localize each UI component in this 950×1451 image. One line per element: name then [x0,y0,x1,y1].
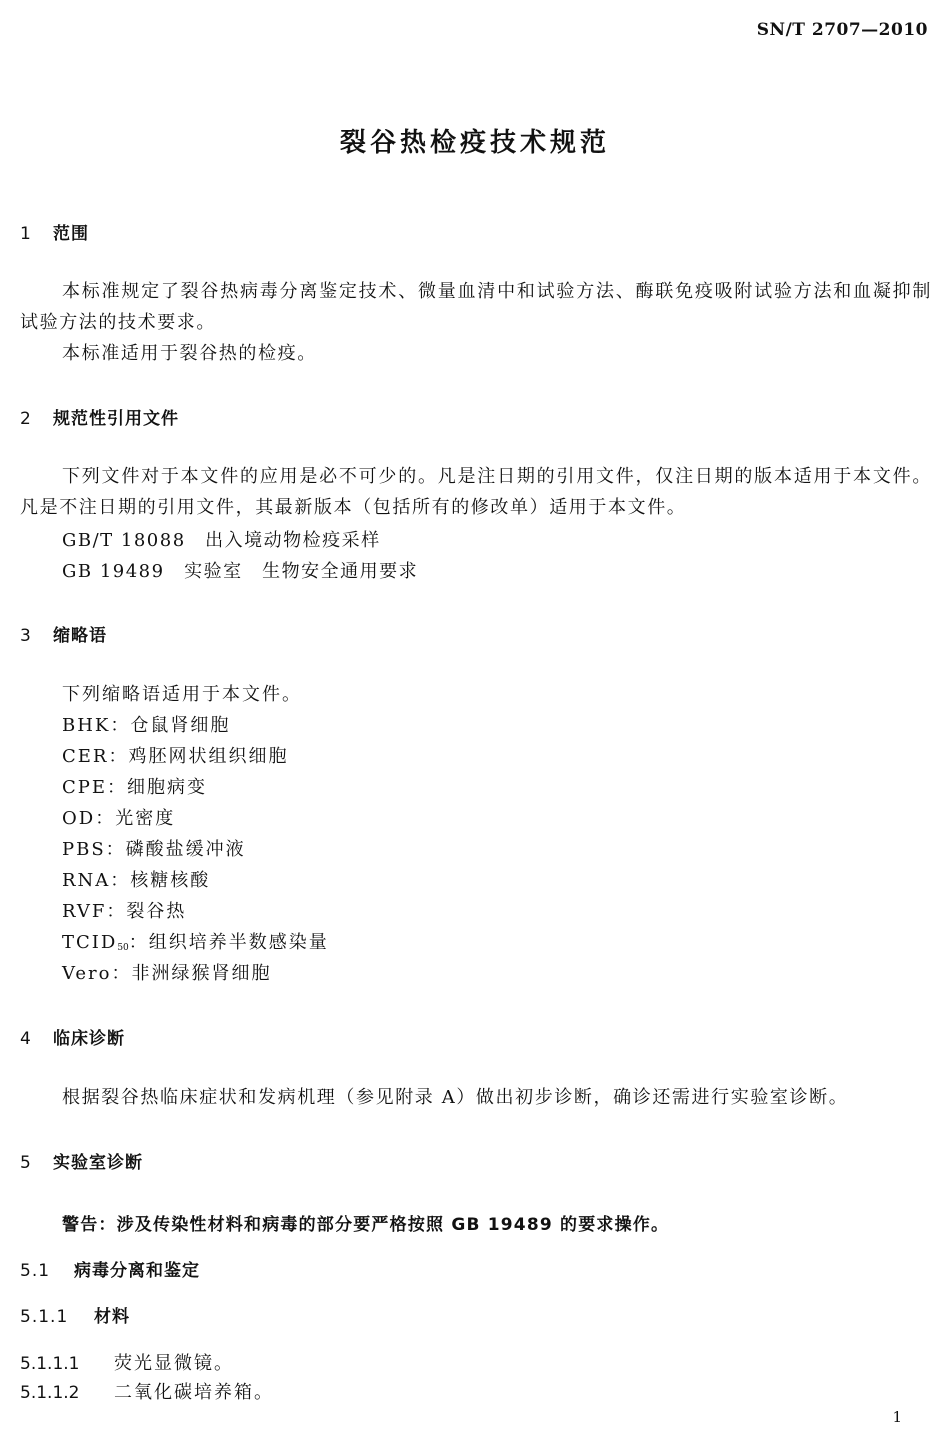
section-number: 5.1 [20,1261,51,1281]
section-number: 3 [20,626,32,646]
abbreviation-item: BHK：仓鼠肾细胞 [62,715,231,736]
section-title: 材料 [94,1307,130,1327]
abbreviation-item: OD：光密度 [62,808,176,829]
section-3-heading [20,621,107,646]
section-5-heading [20,1148,143,1173]
abbreviation-item-tcid50 [62,928,329,954]
section-title: 实验室诊断 [53,1153,143,1173]
section-2-paragraph-1: 下列文件对于本文件的应用是必不可少的。凡是注日期的引用文件，仅注日期的版本适用于本文件。凡是不注日期的引用文件，其最新版本（包括所有的修改单）适用于本文件。 [20,466,932,518]
clause-text: 二氧化碳培养箱。 [114,1382,274,1403]
abbreviation-item: PBS：磷酸盐缓冲液 [62,839,246,860]
section-1-heading [20,219,89,244]
section-number: 5.1.1 [20,1307,69,1327]
clause-5-1-1-2 [20,1378,274,1404]
section-2-heading [20,404,179,429]
tcid-subscript: 50 [117,943,129,953]
abbreviations-intro: 下列缩略语适用于本文件。 [62,684,302,705]
section-1-paragraph-2: 本标准适用于裂谷热的检疫。 [62,343,317,364]
safety-warning: 警告：涉及传染性材料和病毒的部分要严格按照 GB 19489 的要求操作。 [62,1215,670,1235]
section-5-1-1-heading [20,1302,130,1327]
section-title: 缩略语 [53,626,107,646]
section-number: 2 [20,409,32,429]
section-title: 范围 [53,224,89,244]
tcid-definition: ：组织培养半数感染量 [128,932,329,953]
section-number: 5 [20,1153,32,1173]
abbreviation-item: CER：鸡胚网状组织细胞 [62,746,289,767]
section-1-paragraph-1: 本标准规定了裂谷热病毒分离鉴定技术、微量血清中和试验方法、酶联免疫吸附试验方法和血凝抑制试验方法的技术要求。 [20,281,932,333]
page-number: 1 [892,1408,902,1426]
normative-reference-2: GB 19489 实验室 生物安全通用要求 [62,561,419,582]
clause-number: 5.1.1.2 [20,1383,80,1403]
abbreviation-item: RNA：核糖核酸 [62,870,211,891]
abbreviation-item: CPE：细胞病变 [62,777,208,798]
clause-5-1-1-1 [20,1349,234,1375]
section-title: 病毒分离和鉴定 [74,1261,200,1281]
normative-reference-1: GB/T 18088 出入境动物检疫采样 [62,530,381,551]
section-number: 4 [20,1029,32,1049]
clause-text: 荧光显微镜。 [114,1353,234,1374]
clause-number: 5.1.1.1 [20,1354,80,1374]
abbreviation-item: Vero：非洲绿猴肾细胞 [62,963,272,984]
section-4-heading [20,1024,125,1049]
section-5-1-heading [20,1256,200,1281]
tcid-abbrev: TCID [62,932,118,953]
section-title: 临床诊断 [53,1029,125,1049]
section-number: 1 [20,224,32,244]
standard-code: SN/T 2707—2010 [756,20,928,40]
section-4-paragraph-1: 根据裂谷热临床症状和发病机理（参见附录 A）做出初步诊断，确诊还需进行实验室诊断。 [62,1087,849,1108]
document-title: 裂谷热检疫技术规范 [339,128,610,158]
section-title: 规范性引用文件 [53,409,179,429]
abbreviation-item: RVF：裂谷热 [62,901,187,922]
